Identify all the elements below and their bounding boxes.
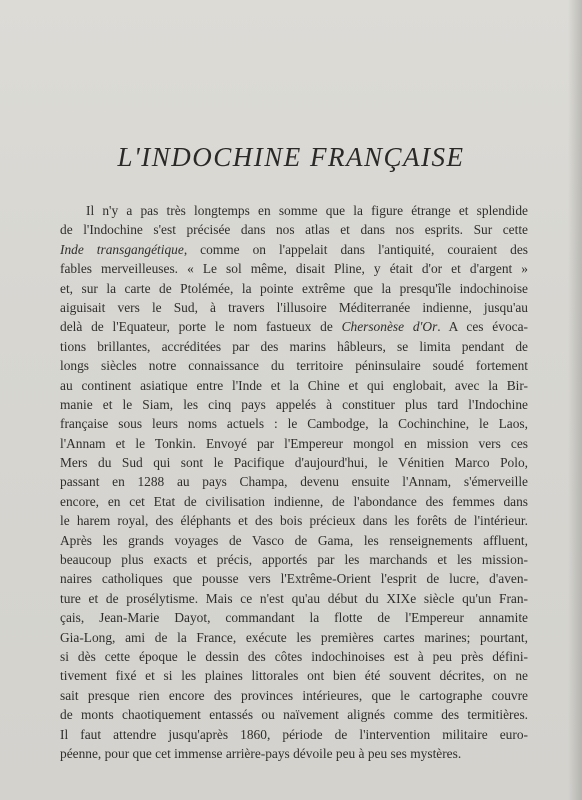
text-line: encore, en cet Etat de civilisation indienne, de l'abondance des femmes dans [60, 493, 528, 509]
text-line: Gia-Long, ami de la France, exécute les premières cartes marines; pourtant, [60, 629, 528, 645]
text-line: Il faut attendre jusqu'après 1860, période de l'intervention militaire euro- [60, 726, 528, 742]
italic-term: Inde transgangétique [60, 241, 184, 257]
text-line: manie et le Siam, les cinq pays appelés à constituer plus tard l'Indochine [60, 396, 528, 412]
text-line: Inde transgangétique, comme on l'appelait dans l'antiquité, couraient des [60, 241, 528, 257]
text-line: si dès cette époque le dessin des côtes indochinoises est à peu près défini- [60, 648, 528, 664]
text-line: beaucoup plus exacts et précis, apportés par les marchands et les mission- [60, 552, 528, 568]
text-line: tions brillantes, accréditées par des marins hâbleurs, se limita pendant de [60, 338, 528, 354]
text-line: naires catholiques que pousse vers l'Extrême-Orient l'esprit de lucre, d'aven- [60, 571, 528, 587]
text-line: passant en 1288 au pays Champa, devenu ensuite l'Annam, s'émerveille [60, 474, 528, 490]
text-line: et, sur la carte de Ptolémée, la pointe extrême que la presqu'île indochinoise [60, 280, 528, 296]
text-line: Il n'y a pas très longtemps en somme que la figure étrange et splendide [86, 203, 528, 218]
text-line: le harem royal, des éléphants et des bois précieux dans les forêts de l'intérieur. [60, 513, 528, 529]
text-line: longs siècles notre connaissance du territoire péninsulaire soudé fortement [60, 358, 528, 374]
text-line: ture et de prosélytisme. Mais ce n'est qu'au début du XIXe siècle qu'un Fran- [60, 590, 528, 606]
text-line: çais, Jean-Marie Dayot, commandant la flotte de l'Empereur annamite [60, 610, 528, 626]
text-line: l'Annam et le Tonkin. Envoyé par l'Empereur mongol en mission vers ces [60, 435, 528, 451]
italic-term: Chersonèse d'Or [341, 319, 438, 335]
text-line: de monts chaotiquement entassés ou naïvement alignés comme des termitières. [60, 707, 528, 723]
text-line: au continent asiatique entre l'Inde et la Chine et qui englobait, avec la Bir- [60, 377, 528, 393]
text-line: aiguisait vers le Sud, à travers l'illusoire Méditerranée indienne, jusqu'au [60, 299, 528, 315]
text-line: fables merveilleuses. « Le sol même, disait Pline, y était d'or et d'argent » [60, 261, 528, 277]
body-paragraph [60, 201, 528, 763]
text-line: française sous leurs noms actuels : le Cambodge, la Cochinchine, le Laos, [60, 416, 528, 432]
text-line: delà de l'Equateur, porte le nom fastueux de Chersonèse d'Or. A ces évoca- [60, 319, 528, 335]
page-edge-shadow [568, 0, 582, 800]
text-line: de l'Indochine s'est précisée dans nos atlas et dans nos esprits. Sur cette [60, 222, 528, 238]
text-line: tivement fixé et si les plaines littorales ont bien été souvent décrites, on ne [60, 668, 528, 684]
text-line: péenne, pour que cet immense arrière-pays dévoile peu à peu ses mystères. [60, 745, 462, 761]
page-title: L'INDOCHINE FRANÇAISE [117, 142, 465, 172]
text-line: Après les grands voyages de Vasco de Gama, les renseignements affluent, [60, 532, 528, 548]
text-line: Mers du Sud qui sont le Pacifique d'aujourd'hui, le Vénitien Marco Polo, [60, 455, 528, 471]
text-line: sait presque rien encore des provinces intérieures, que le cartographe couvre [60, 687, 528, 703]
